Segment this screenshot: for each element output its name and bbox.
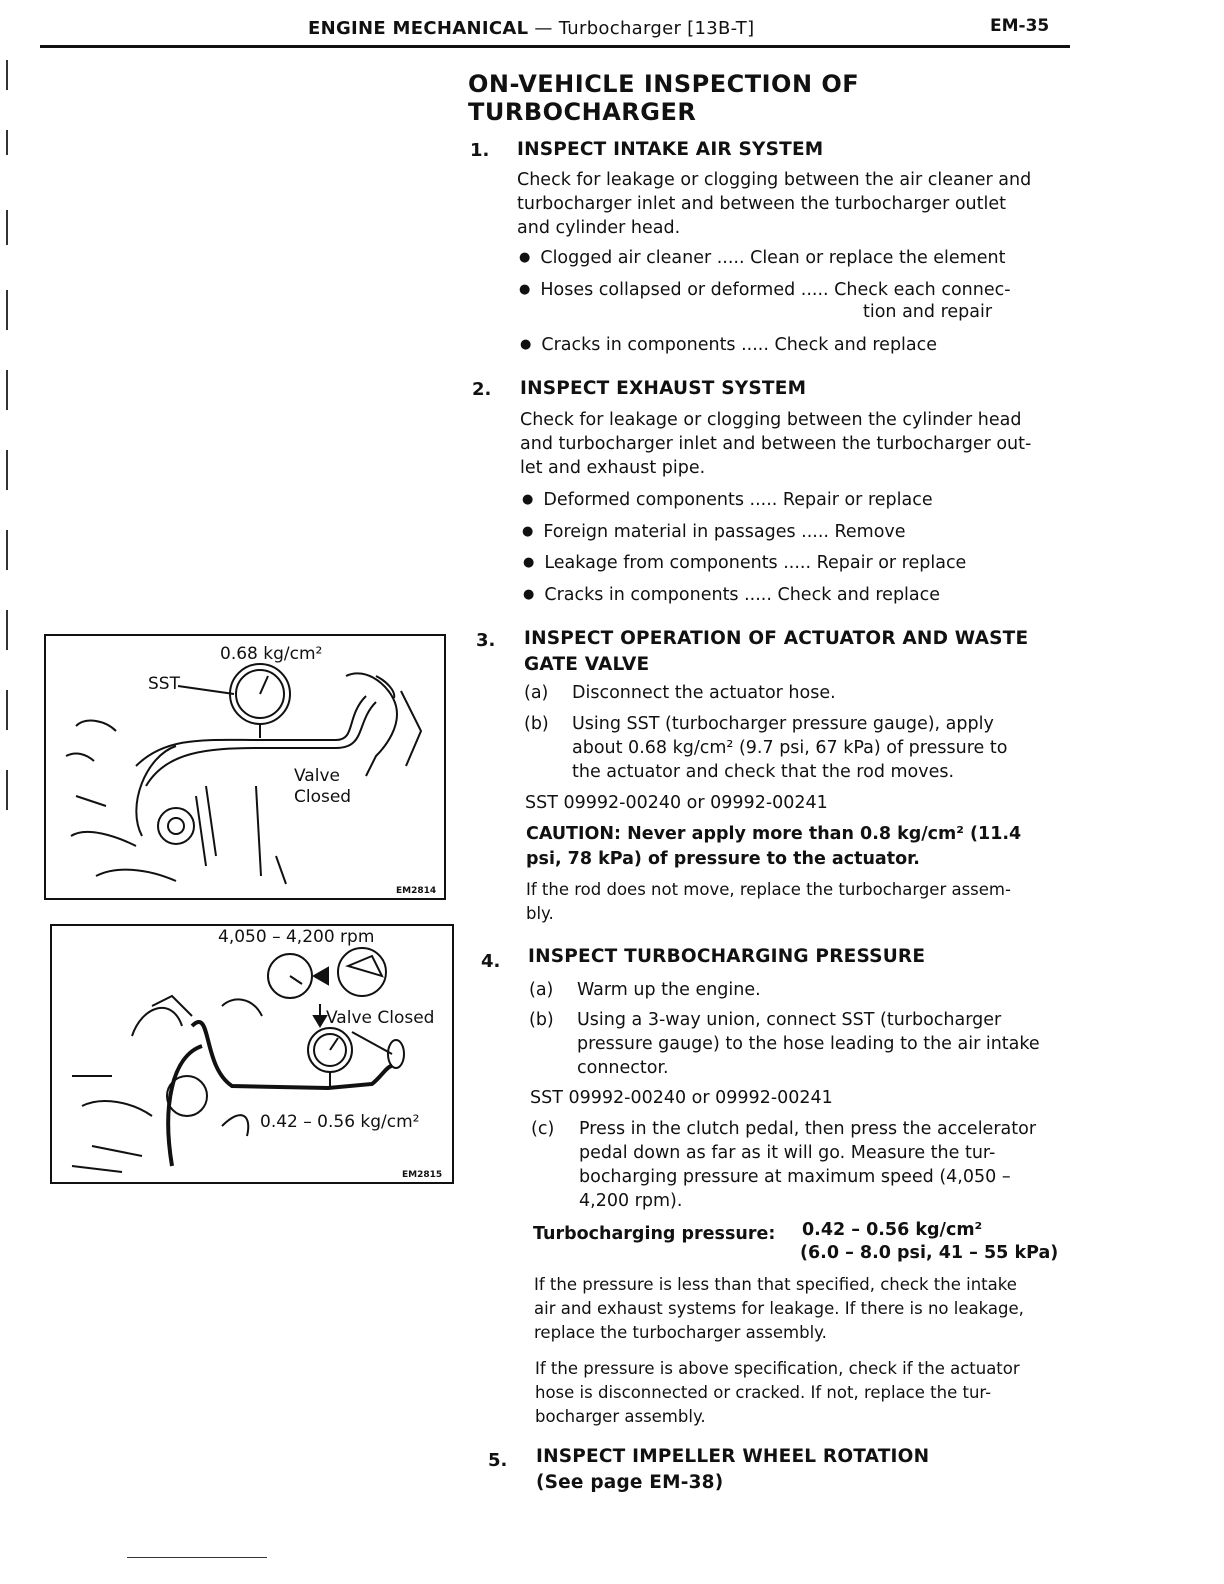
section-number: 2. xyxy=(472,379,492,400)
section-heading: INSPECT INTAKE AIR SYSTEM xyxy=(517,139,824,160)
header-rule xyxy=(40,45,1070,48)
margin-mark xyxy=(6,210,8,245)
header-dash: — xyxy=(534,18,553,39)
bullet-item: ● Leakage from components ..... Repair or replace xyxy=(523,551,966,577)
bullet-item: ● Foreign material in passages ..... Remove xyxy=(522,520,906,546)
section-number: 3. xyxy=(476,630,496,651)
section-number: 4. xyxy=(481,951,501,972)
title-line: TURBOCHARGER xyxy=(468,98,697,126)
figure-actuator-check xyxy=(44,634,446,900)
step-a: (a) Disconnect the actuator hose. xyxy=(524,683,836,703)
fig1-valve-label: Valve Closed xyxy=(294,766,352,807)
sst-number: SST 09992-00240 or 09992-00241 xyxy=(530,1088,833,1108)
spec-label: Turbocharging pressure: xyxy=(533,1224,776,1244)
running-header xyxy=(308,18,754,39)
margin-mark xyxy=(6,610,8,650)
bullet-item: ● Clogged air cleaner ..... Clean or replace the element xyxy=(519,246,1005,272)
section-number: 5. xyxy=(488,1450,508,1471)
bullet-item: ● Deformed components ..... Repair or replace xyxy=(522,488,933,514)
fig2-rpm-label: 4,050 – 4,200 rpm xyxy=(218,927,375,947)
step-a: (a) Warm up the engine. xyxy=(529,980,761,1000)
bullet-continuation: tion and repair xyxy=(863,302,993,322)
spec-value: (6.0 – 8.0 psi, 41 – 55 kPa) xyxy=(800,1243,1059,1263)
margin-mark xyxy=(6,690,8,730)
actuator-icon xyxy=(158,808,194,844)
step-b: (b) Using a 3-way union, connect SST (turbocharger pressure gauge) to the hose leading to the air intake connector. xyxy=(529,1010,1040,1078)
step-b: (b) Using SST (turbocharger pressure gauge), apply about 0.68 kg/cm² (9.7 psi, 67 kPa) of pressure to the actuator and check that the rod moves. xyxy=(524,714,1008,782)
paragraph: Check for leakage or clogging between the cylinder head and turbocharger inlet and between the turbocharger out- let and exhaust pipe. xyxy=(520,410,1032,478)
figure-illustration xyxy=(46,636,444,898)
margin-mark xyxy=(6,130,8,155)
figure-illustration xyxy=(52,926,452,1182)
margin-mark xyxy=(6,770,8,810)
margin-mark xyxy=(6,530,8,570)
margin-mark xyxy=(6,290,8,330)
header-section: ENGINE MECHANICAL xyxy=(308,18,529,39)
sst-number: SST 09992-00240 or 09992-00241 xyxy=(525,793,828,813)
spec-value: 0.42 – 0.56 kg/cm² xyxy=(802,1220,983,1240)
paragraph: If the pressure is above specification, check if the actuator hose is disconnected or cracked. If not, replace the tur- bocharger assembly. xyxy=(535,1359,1020,1426)
section-heading: INSPECT TURBOCHARGING PRESSURE xyxy=(528,946,926,967)
title-line: ON-VEHICLE INSPECTION OF xyxy=(468,70,860,98)
bullet-item: ● Hoses collapsed or deformed ..... Check each connec- xyxy=(519,278,1011,304)
fig1-sst-label: SST xyxy=(148,674,180,694)
paragraph: If the pressure is less than that specified, check the intake air and exhaust systems for leakage. If there is no leakage, replace the turbocharger assembly. xyxy=(534,1275,1024,1342)
bullet-item: ● Cracks in components ..... Check and replace xyxy=(523,583,940,609)
margin-mark xyxy=(6,370,8,410)
bullet-item: ● Cracks in components ..... Check and replace xyxy=(520,333,937,359)
section-heading: INSPECT EXHAUST SYSTEM xyxy=(520,378,807,399)
paragraph: Check for leakage or clogging between the air cleaner and turbocharger inlet and between the turbocharger outlet and cylinder head. xyxy=(517,170,1032,238)
footer-rule xyxy=(127,1557,267,1558)
margin-mark xyxy=(6,450,8,490)
paragraph: If the rod does not move, replace the turbocharger assem- bly. xyxy=(526,880,1011,923)
fig2-valve-label: Valve Closed xyxy=(326,1008,435,1028)
section-heading: INSPECT OPERATION OF ACTUATOR AND WASTE GATE VALVE xyxy=(524,628,1029,675)
step-c: (c) Press in the clutch pedal, then press the accelerator pedal down as far as it will go. Measure the tur- bocharging pressure at maximum speed (4,050 – 4,200 rpm). xyxy=(531,1119,1037,1211)
fig1-pressure-label: 0.68 kg/cm² xyxy=(220,644,323,664)
accelerator-icon xyxy=(338,948,386,996)
margin-mark xyxy=(6,60,8,90)
fig2-pressure-label: 0.42 – 0.56 kg/cm² xyxy=(260,1112,420,1132)
section-heading: INSPECT IMPELLER WHEEL ROTATION (See page EM-38) xyxy=(536,1446,930,1493)
page-title xyxy=(468,70,859,126)
section-number: 1. xyxy=(470,140,490,161)
header-subsection: Turbocharger [13B-T] xyxy=(558,18,755,39)
page-number: EM-35 xyxy=(990,16,1050,36)
caution: CAUTION: Never apply more than 0.8 kg/cm² (11.4 psi, 78 kPa) of pressure to the actuator. xyxy=(526,824,1022,869)
fig1-code: EM2814 xyxy=(396,886,437,896)
fig2-code: EM2815 xyxy=(402,1170,443,1180)
figure-turbo-pressure-check xyxy=(50,924,454,1184)
